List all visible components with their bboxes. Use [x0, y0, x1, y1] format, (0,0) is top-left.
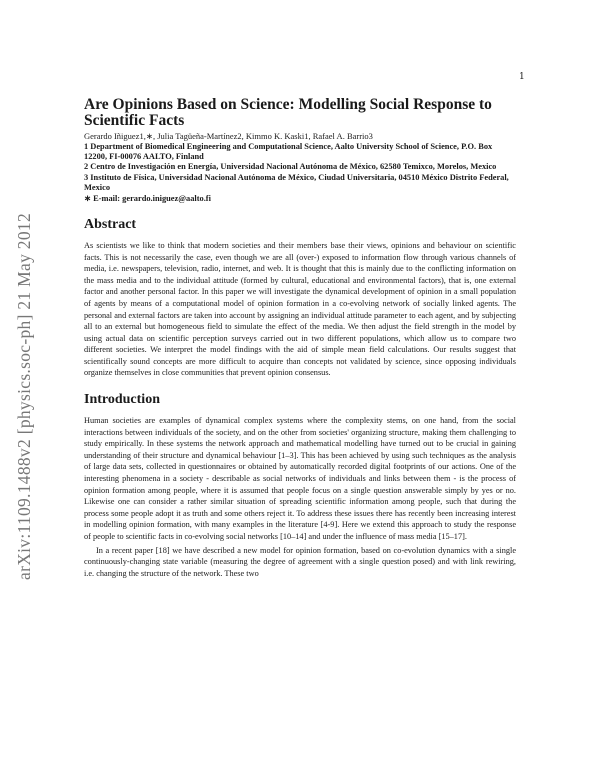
paper-title: Are Opinions Based on Science: Modelling Social Response to Scientific Facts: [84, 96, 492, 129]
affiliation-1: 1 Department of Biomedical Engineering and Computational Science, Aalto University School of Science, P.O. Box 12200, FI-00076 AALTO, Finland: [84, 141, 493, 161]
introduction-paragraph-2: In a recent paper [18] we have described a new model for opinion formation, based on co-evolution dynamics with a single continuously-changing state variable (measuring the degree of agreement with a single question posed) and with link rewiring, i.e. changing the structure of the network. These two: [84, 545, 516, 578]
paper-content: [84, 97, 516, 579]
page-number: 1: [519, 72, 525, 82]
affiliation-2: 2 Centro de Investigación en Energía, Universidad Nacional Autónoma de México, 62580 Temixco, Morelos, Mexico: [84, 162, 497, 172]
introduction-heading: Introduction: [84, 392, 160, 408]
corresponding-email: ∗ E-mail: gerardo.iniguez@aalto.fi: [84, 193, 211, 203]
arxiv-identifier-stamp: arXiv:1109.1488v2 [physics.soc-ph] 21 May 2012: [14, 213, 34, 580]
abstract-heading: Abstract: [84, 216, 137, 232]
abstract-text: As scientists we like to think that modern societies and their members base their views, opinions and behaviour on scientific facts. This is not necessarily the case, even though we are all (over-) exposed to information flow through various channels of media, i.e. newspapers, television, radio, internet, and web. It is thought that this is mainly due to the conflicting information on the mass media and to the individual attitude (formed by cultural, educational and environmental factors), that is, one external factor and another personal factor. In this paper we will investigate the dynamical development of opinion in a small population of agents by means of a computational model of opinion formation in a co-evolving network of socially linked agents. The personal and external factors are taken into account by assigning an individual attitude parameter to each agent, and by subjecting all to an external but homogeneous field to simulate the effect of the media. We then adjust the field strength in the model by using actual data on scientific perception surveys carried out in two different populations, which allow us to compare two different societies. We interpret the model findings with the aid of simple mean field calculations. Our results suggest that scientifically sound concepts are more difficult to acquire than concepts not validated by science, since opposing individuals organize themselves in close communities that prevent opinion consensus.: [84, 240, 516, 378]
introduction-paragraph-1: Human societies are examples of dynamical complex systems where the complexity stems, on one hand, from the social interactions between individuals of the society, and on the other from societies' organizing structure, making them challenging to study empirically. In these systems the network approach and mathematical modelling have turned out to be crucial in gaining understanding of their structure and dynamical behaviour [1–3]. This has been achieved by using such techniques as the analysis of large data sets, collected in questionnaires or obtained by automatically recorded digital footprints of our actions. One of the interesting phenomena in a society - describable as social networks of individuals and links between them - is the process of opinion formation among people, where it is assumed that people focus on a single question answerable simply by yes or no. Likewise one can consider a rather similar situation of spreading scientific information among people, such that during the process some people adopt it as truth and some others reject it. To address these issues there has recently been increasing interest in modelling opinion formation, with many examples in the literature [4-9]. Here we extend this approach to study the response of people to scientific facts in co-evolving social networks [10–14] and under the influence of mass media [15–17].: [84, 416, 516, 541]
affiliation-3: 3 Instituto de Física, Universidad Nacional Autónoma de México, Ciudad Universitaria, 04510 México Distrito Federal, Mexico: [84, 172, 509, 193]
author-list: Gerardo Iñiguez1,∗, Julia Tagüeña-Martínez2, Kimmo K. Kaski1, Rafael A. Barrio3: [84, 131, 373, 141]
